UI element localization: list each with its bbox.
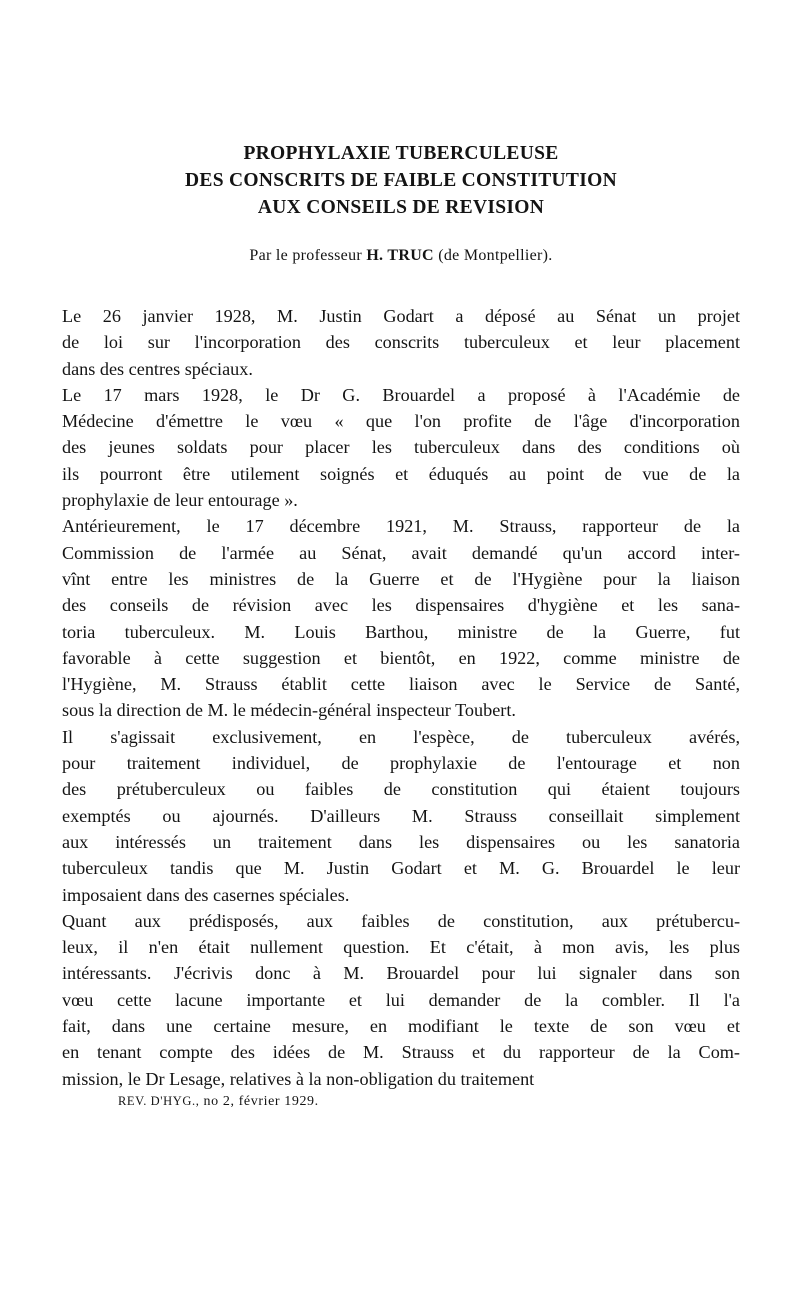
paragraph-line: vœu cette lacune importante et lui demander de la combler. Il l'a	[62, 989, 740, 1010]
page-footer	[62, 1094, 740, 1110]
paragraph-line: favorable à cette suggestion et bientôt, en 1922, comme ministre de	[62, 647, 740, 668]
paragraph-line: de loi sur l'incorporation des conscrits tuberculeux et leur placement	[62, 332, 740, 353]
paragraph-line: fait, dans une certaine mesure, en modifiant le texte de son vœu et	[62, 1016, 740, 1037]
title-line-3: AUX CONSEILS DE REVISION	[257, 197, 545, 218]
paragraph	[62, 303, 740, 382]
footer-issue: no 2, février 1929.	[199, 1093, 319, 1109]
article-body	[62, 303, 740, 1092]
paragraph-line: prophylaxie de leur entourage ».	[62, 490, 298, 511]
paragraph-line: mission, le Dr Lesage, relatives à la non-obligation du traitement	[62, 1068, 535, 1089]
byline-author: H. TRUC	[366, 247, 434, 264]
paragraph-line: vînt entre les ministres de la Guerre et de l'Hygiène pour la liaison	[62, 568, 740, 589]
paragraph	[62, 724, 740, 908]
article-page	[62, 140, 740, 1110]
footer-journal: REV. D'HYG.,	[118, 1093, 200, 1108]
paragraph-line: exemptés ou ajournés. D'ailleurs M. Strauss conseillait simplement	[62, 805, 740, 826]
paragraph-line: sous la direction de M. le médecin-général inspecteur Toubert.	[62, 700, 516, 721]
paragraph	[62, 908, 740, 1092]
paragraph-line: Quant aux prédisposés, aux faibles de constitution, aux prétubercu-	[62, 910, 740, 931]
paragraph-line: en tenant compte des idées de M. Strauss et du rapporteur de la Com-	[62, 1042, 740, 1063]
paragraph-line: toria tuberculeux. M. Louis Barthou, ministre de la Guerre, fut	[62, 621, 740, 642]
paragraph-line: ils pourront être utilement soignés et éduqués au point de vue de la	[62, 463, 740, 484]
paragraph-line: des prétuberculeux ou faibles de constitution qui étaient toujours	[62, 779, 740, 800]
byline-suffix: (de Montpellier).	[433, 247, 553, 264]
paragraph-line: Le 17 mars 1928, le Dr G. Brouardel a proposé à l'Académie de	[62, 384, 740, 405]
paragraph	[62, 382, 740, 513]
paragraph	[62, 513, 740, 723]
paragraph-line: Commission de l'armée au Sénat, avait demandé qu'un accord inter-	[62, 542, 740, 563]
paragraph-line: l'Hygiène, M. Strauss établit cette liaison avec le Service de Santé,	[62, 674, 740, 695]
paragraph-line: des conseils de révision avec les dispensaires d'hygiène et les sana-	[62, 595, 740, 616]
byline	[62, 247, 740, 265]
paragraph-line: pour traitement individuel, de prophylaxie de l'entourage et non	[62, 753, 740, 774]
paragraph-line: aux intéressés un traitement dans les dispensaires ou les sanatoria	[62, 831, 740, 852]
paragraph-line: des jeunes soldats pour placer les tuberculeux dans des conditions où	[62, 437, 740, 458]
paragraph-line: tuberculeux tandis que M. Justin Godart et M. G. Brouardel le leur	[62, 858, 740, 879]
paragraph-line: leux, il n'en était nullement question. Et c'était, à mon avis, les plus	[62, 937, 740, 958]
paragraph-line: Il s'agissait exclusivement, en l'espèce, de tuberculeux avérés,	[62, 726, 740, 747]
paragraph-line: Médecine d'émettre le vœu « que l'on profite de l'âge d'incorporation	[62, 411, 740, 432]
paragraph-line: dans des centres spéciaux.	[62, 358, 253, 379]
paragraph-line: Antérieurement, le 17 décembre 1921, M. Strauss, rapporteur de la	[62, 516, 740, 537]
paragraph-line: intéressants. J'écrivis donc à M. Brouardel pour lui signaler dans son	[62, 963, 740, 984]
article-title	[62, 140, 740, 221]
paragraph-line: Le 26 janvier 1928, M. Justin Godart a déposé au Sénat un projet	[62, 306, 740, 326]
paragraph-line: imposaient dans des casernes spéciales.	[62, 884, 350, 905]
title-line-1: PROPHYLAXIE TUBERCULEUSE	[243, 143, 559, 164]
byline-prefix: Par le professeur	[249, 247, 367, 264]
title-line-2: DES CONSCRITS DE FAIBLE CONSTITUTION	[185, 170, 617, 191]
